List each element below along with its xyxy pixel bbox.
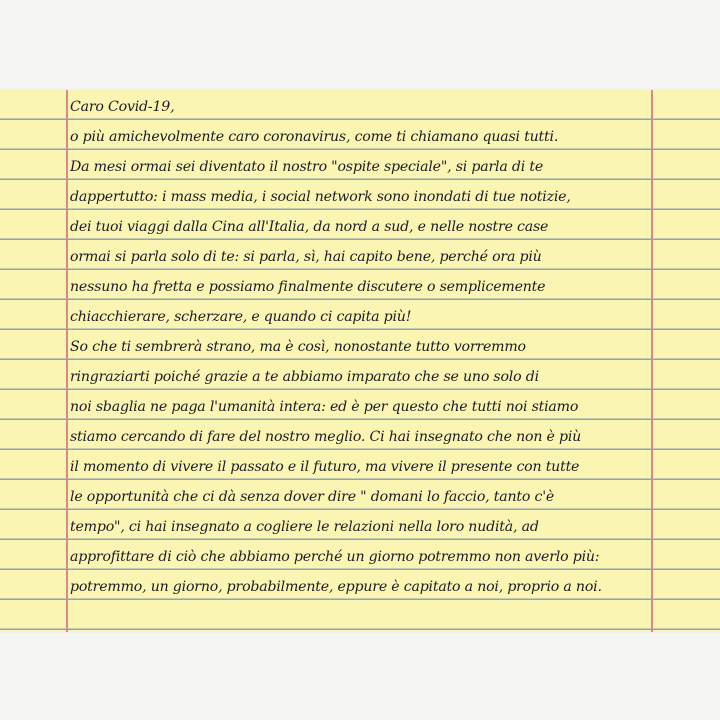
- handwritten-letter: [70, 92, 652, 602]
- letter-line: dappertutto: i mass media, i social network sono inondati di tue notizie,: [70, 189, 571, 205]
- letter-line: dei tuoi viaggi dalla Cina all'Italia, da nord a sud, e nelle nostre case: [70, 219, 549, 235]
- letter-line: ringraziarti poiché grazie a te abbiamo imparato che se uno solo di: [70, 369, 539, 385]
- letter-line: So che ti sembrerà strano, ma è così, nonostante tutto vorremmo: [70, 339, 526, 355]
- letter-line: potremmo, un giorno, probabilmente, eppure è capitato a noi, proprio a noi.: [70, 579, 602, 595]
- letter-line: tempo", ci hai insegnato a cogliere le relazioni nella loro nudità, ad: [70, 519, 539, 535]
- left-margin-line: [66, 90, 68, 632]
- letter-line: Caro Covid-19,: [70, 99, 175, 115]
- letter-line: ormai si parla solo di te: si parla, sì, hai capito bene, perché ora più: [70, 249, 542, 265]
- letter-line: chiacchierare, scherzare, e quando ci capita più!: [70, 309, 412, 325]
- letter-line: le opportunità che ci dà senza dover dire " domani lo faccio, tanto c'è: [70, 489, 555, 505]
- letter-line: o più amichevolmente caro coronavirus, come ti chiamano quasi tutti.: [70, 129, 559, 145]
- letter-line: stiamo cercando di fare del nostro meglio. Ci hai insegnato che non è più: [70, 429, 582, 445]
- letter-line: Da mesi ormai sei diventato il nostro "ospite speciale", si parla di te: [70, 159, 543, 175]
- letter-line: noi sbaglia ne paga l'umanità intera: ed è per questo che tutti noi stiamo: [70, 399, 579, 415]
- lined-paper: [0, 90, 720, 632]
- letter-line: il momento di vivere il passato e il futuro, ma vivere il presente con tutte: [70, 459, 580, 475]
- letter-line: approfittare di ciò che abbiamo perché un giorno potremmo non averlo più:: [70, 549, 600, 565]
- letter-line: nessuno ha fretta e possiamo finalmente discutere o semplicemente: [70, 279, 546, 295]
